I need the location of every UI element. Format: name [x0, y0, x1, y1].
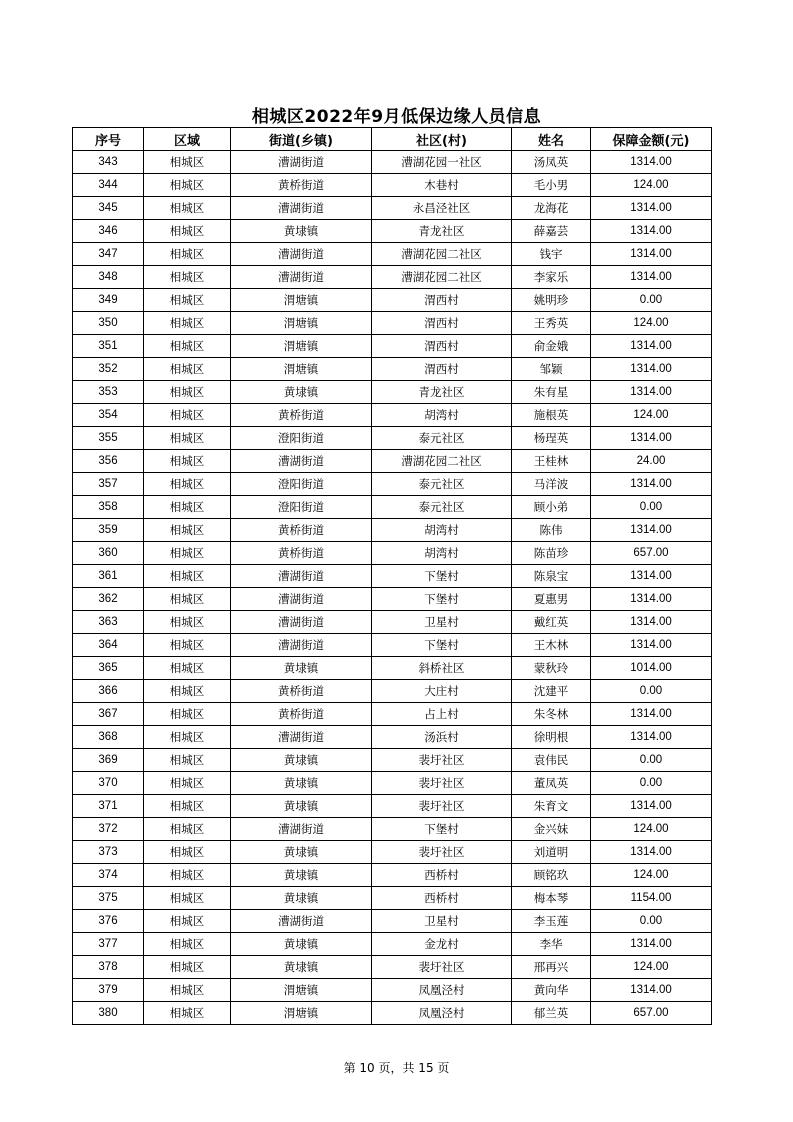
cell-amount: 124.00: [591, 174, 712, 197]
table-row: [73, 726, 712, 749]
cell-name: 陈伟: [512, 519, 591, 542]
cell-street: 黄桥街道: [231, 174, 372, 197]
column-header-region: 区域: [144, 128, 231, 151]
cell-name: 沈建平: [512, 680, 591, 703]
cell-index: 361: [73, 565, 144, 588]
cell-index: 378: [73, 956, 144, 979]
cell-region: 相城区: [144, 772, 231, 795]
cell-name: 汤凤英: [512, 151, 591, 174]
cell-index: 366: [73, 680, 144, 703]
cell-street: 黄埭镇: [231, 749, 372, 772]
cell-community: 漕湖花园二社区: [372, 450, 512, 473]
cell-community: 泰元社区: [372, 473, 512, 496]
cell-amount: 1314.00: [591, 427, 712, 450]
cell-community: 漕湖花园一社区: [372, 151, 512, 174]
table-header-row: [73, 128, 712, 151]
cell-region: 相城区: [144, 404, 231, 427]
cell-community: 占上村: [372, 703, 512, 726]
cell-community: 凤凰泾村: [372, 1002, 512, 1025]
cell-amount: 657.00: [591, 542, 712, 565]
table-row: [73, 473, 712, 496]
cell-street: 黄埭镇: [231, 933, 372, 956]
cell-amount: 1314.00: [591, 565, 712, 588]
cell-region: 相城区: [144, 795, 231, 818]
cell-name: 钱宇: [512, 243, 591, 266]
cell-region: 相城区: [144, 1002, 231, 1025]
cell-name: 蒙秋玲: [512, 657, 591, 680]
cell-amount: 1314.00: [591, 243, 712, 266]
cell-community: 下堡村: [372, 565, 512, 588]
cell-region: 相城区: [144, 703, 231, 726]
cell-community: 渭西村: [372, 358, 512, 381]
cell-street: 渭塘镇: [231, 1002, 372, 1025]
cell-index: 368: [73, 726, 144, 749]
table-row: [73, 243, 712, 266]
cell-amount: 1314.00: [591, 381, 712, 404]
cell-name: 邢再兴: [512, 956, 591, 979]
cell-street: 漕湖街道: [231, 634, 372, 657]
cell-region: 相城区: [144, 243, 231, 266]
cell-amount: 24.00: [591, 450, 712, 473]
cell-name: 李玉莲: [512, 910, 591, 933]
cell-amount: 0.00: [591, 680, 712, 703]
cell-name: 朱有星: [512, 381, 591, 404]
column-header-index: 序号: [73, 128, 144, 151]
cell-community: 泰元社区: [372, 496, 512, 519]
cell-name: 梅本琴: [512, 887, 591, 910]
table-row: [73, 749, 712, 772]
cell-street: 黄埭镇: [231, 887, 372, 910]
cell-name: 董凤英: [512, 772, 591, 795]
table-row: [73, 312, 712, 335]
column-header-amount: 保障金额(元): [591, 128, 712, 151]
cell-street: 漕湖街道: [231, 266, 372, 289]
cell-street: 黄埭镇: [231, 864, 372, 887]
cell-index: 360: [73, 542, 144, 565]
table-row: [73, 220, 712, 243]
cell-street: 渭塘镇: [231, 289, 372, 312]
cell-name: 邹颖: [512, 358, 591, 381]
cell-index: 351: [73, 335, 144, 358]
table-row: [73, 335, 712, 358]
cell-community: 渭西村: [372, 335, 512, 358]
cell-region: 相城区: [144, 496, 231, 519]
cell-region: 相城区: [144, 979, 231, 1002]
cell-name: 陈泉宝: [512, 565, 591, 588]
table-row: [73, 427, 712, 450]
cell-name: 龙海花: [512, 197, 591, 220]
cell-region: 相城区: [144, 381, 231, 404]
table-row: [73, 703, 712, 726]
cell-name: 李华: [512, 933, 591, 956]
table-row: [73, 450, 712, 473]
cell-community: 胡湾村: [372, 519, 512, 542]
cell-name: 徐明根: [512, 726, 591, 749]
cell-index: 344: [73, 174, 144, 197]
cell-amount: 1314.00: [591, 795, 712, 818]
cell-amount: 1314.00: [591, 473, 712, 496]
cell-name: 王桂林: [512, 450, 591, 473]
cell-community: 西桥村: [372, 864, 512, 887]
cell-region: 相城区: [144, 289, 231, 312]
cell-index: 362: [73, 588, 144, 611]
cell-index: 380: [73, 1002, 144, 1025]
column-header-community: 社区(村): [372, 128, 512, 151]
cell-amount: 1314.00: [591, 726, 712, 749]
cell-region: 相城区: [144, 749, 231, 772]
cell-name: 王木林: [512, 634, 591, 657]
cell-name: 毛小男: [512, 174, 591, 197]
cell-amount: 1314.00: [591, 151, 712, 174]
cell-amount: 1314.00: [591, 220, 712, 243]
cell-name: 王秀英: [512, 312, 591, 335]
table-row: [73, 933, 712, 956]
cell-community: 裴圩社区: [372, 772, 512, 795]
cell-region: 相城区: [144, 956, 231, 979]
cell-index: 348: [73, 266, 144, 289]
cell-community: 胡湾村: [372, 404, 512, 427]
cell-name: 黄向华: [512, 979, 591, 1002]
cell-amount: 0.00: [591, 749, 712, 772]
table-row: [73, 634, 712, 657]
cell-community: 卫星村: [372, 611, 512, 634]
table-row: [73, 565, 712, 588]
cell-amount: 0.00: [591, 496, 712, 519]
cell-index: 357: [73, 473, 144, 496]
table-row: [73, 151, 712, 174]
cell-amount: 124.00: [591, 404, 712, 427]
cell-community: 下堡村: [372, 634, 512, 657]
cell-index: 355: [73, 427, 144, 450]
cell-amount: 1314.00: [591, 266, 712, 289]
table-row: [73, 818, 712, 841]
cell-name: 杨珵英: [512, 427, 591, 450]
cell-index: 371: [73, 795, 144, 818]
cell-region: 相城区: [144, 312, 231, 335]
cell-amount: 657.00: [591, 1002, 712, 1025]
table-row: [73, 174, 712, 197]
cell-street: 黄桥街道: [231, 542, 372, 565]
cell-region: 相城区: [144, 933, 231, 956]
cell-region: 相城区: [144, 220, 231, 243]
cell-amount: 1314.00: [591, 634, 712, 657]
cell-street: 澄阳街道: [231, 427, 372, 450]
cell-community: 渭西村: [372, 289, 512, 312]
cell-index: 379: [73, 979, 144, 1002]
table-row: [73, 772, 712, 795]
cell-index: 350: [73, 312, 144, 335]
cell-region: 相城区: [144, 450, 231, 473]
cell-index: 349: [73, 289, 144, 312]
cell-community: 青龙社区: [372, 381, 512, 404]
cell-amount: 1314.00: [591, 611, 712, 634]
table-row: [73, 795, 712, 818]
cell-index: 367: [73, 703, 144, 726]
cell-amount: 1014.00: [591, 657, 712, 680]
cell-street: 漕湖街道: [231, 450, 372, 473]
cell-amount: 1314.00: [591, 588, 712, 611]
cell-index: 343: [73, 151, 144, 174]
cell-amount: 1314.00: [591, 979, 712, 1002]
cell-index: 359: [73, 519, 144, 542]
cell-community: 凤凰泾村: [372, 979, 512, 1002]
table-row: [73, 657, 712, 680]
cell-community: 渭西村: [372, 312, 512, 335]
cell-index: 345: [73, 197, 144, 220]
table-row: [73, 404, 712, 427]
cell-community: 西桥村: [372, 887, 512, 910]
cell-community: 裴圩社区: [372, 749, 512, 772]
cell-street: 黄埭镇: [231, 772, 372, 795]
cell-index: 374: [73, 864, 144, 887]
cell-region: 相城区: [144, 427, 231, 450]
cell-amount: 1314.00: [591, 841, 712, 864]
table-row: [73, 289, 712, 312]
table-row: [73, 864, 712, 887]
cell-index: 353: [73, 381, 144, 404]
cell-region: 相城区: [144, 473, 231, 496]
cell-name: 戴红英: [512, 611, 591, 634]
cell-community: 胡湾村: [372, 542, 512, 565]
cell-region: 相城区: [144, 358, 231, 381]
cell-street: 渭塘镇: [231, 358, 372, 381]
cell-name: 朱育文: [512, 795, 591, 818]
cell-region: 相城区: [144, 818, 231, 841]
cell-index: 356: [73, 450, 144, 473]
cell-street: 漕湖街道: [231, 910, 372, 933]
cell-name: 刘道明: [512, 841, 591, 864]
cell-amount: 0.00: [591, 772, 712, 795]
cell-name: 袁伟民: [512, 749, 591, 772]
cell-community: 青龙社区: [372, 220, 512, 243]
cell-index: 364: [73, 634, 144, 657]
cell-index: 375: [73, 887, 144, 910]
cell-name: 俞金娥: [512, 335, 591, 358]
cell-community: 裴圩社区: [372, 841, 512, 864]
cell-amount: 1314.00: [591, 335, 712, 358]
cell-name: 顾铭玖: [512, 864, 591, 887]
cell-community: 汤浜村: [372, 726, 512, 749]
cell-name: 顾小弟: [512, 496, 591, 519]
cell-street: 渭塘镇: [231, 335, 372, 358]
cell-name: 金兴妹: [512, 818, 591, 841]
cell-region: 相城区: [144, 680, 231, 703]
cell-community: 漕湖花园二社区: [372, 266, 512, 289]
cell-amount: 124.00: [591, 956, 712, 979]
cell-street: 漕湖街道: [231, 197, 372, 220]
cell-community: 木巷村: [372, 174, 512, 197]
cell-region: 相城区: [144, 841, 231, 864]
cell-name: 夏惠男: [512, 588, 591, 611]
cell-community: 漕湖花园二社区: [372, 243, 512, 266]
cell-index: 377: [73, 933, 144, 956]
cell-street: 漕湖街道: [231, 611, 372, 634]
data-table: [72, 127, 712, 1025]
table-row: [73, 358, 712, 381]
cell-amount: 1314.00: [591, 519, 712, 542]
table-row: [73, 519, 712, 542]
cell-region: 相城区: [144, 887, 231, 910]
cell-amount: 124.00: [591, 864, 712, 887]
cell-index: 352: [73, 358, 144, 381]
cell-amount: 124.00: [591, 312, 712, 335]
page-title: 相城区2022年9月低保边缘人员信息: [251, 107, 542, 127]
cell-name: 李家乐: [512, 266, 591, 289]
cell-amount: 0.00: [591, 910, 712, 933]
table-row: [73, 956, 712, 979]
cell-region: 相城区: [144, 174, 231, 197]
cell-street: 漕湖街道: [231, 151, 372, 174]
cell-street: 漕湖街道: [231, 565, 372, 588]
cell-index: 346: [73, 220, 144, 243]
cell-community: 裴圩社区: [372, 795, 512, 818]
cell-index: 363: [73, 611, 144, 634]
cell-community: 卫星村: [372, 910, 512, 933]
table-row: [73, 910, 712, 933]
table-row: [73, 266, 712, 289]
cell-community: 泰元社区: [372, 427, 512, 450]
cell-index: 347: [73, 243, 144, 266]
cell-amount: 1314.00: [591, 933, 712, 956]
cell-name: 朱冬林: [512, 703, 591, 726]
cell-index: 370: [73, 772, 144, 795]
cell-index: 365: [73, 657, 144, 680]
column-header-street: 街道(乡镇): [231, 128, 372, 151]
table-row: [73, 1002, 712, 1025]
cell-amount: 1314.00: [591, 358, 712, 381]
cell-region: 相城区: [144, 266, 231, 289]
cell-name: 陈苗珍: [512, 542, 591, 565]
cell-name: 姚明珍: [512, 289, 591, 312]
cell-name: 马洋波: [512, 473, 591, 496]
table-row: [73, 841, 712, 864]
cell-region: 相城区: [144, 657, 231, 680]
cell-street: 漕湖街道: [231, 588, 372, 611]
cell-community: 下堡村: [372, 818, 512, 841]
cell-street: 澄阳街道: [231, 473, 372, 496]
cell-street: 黄埭镇: [231, 657, 372, 680]
cell-region: 相城区: [144, 542, 231, 565]
cell-street: 黄桥街道: [231, 703, 372, 726]
table-row: [73, 542, 712, 565]
cell-region: 相城区: [144, 726, 231, 749]
cell-index: 358: [73, 496, 144, 519]
cell-region: 相城区: [144, 335, 231, 358]
table-row: [73, 611, 712, 634]
cell-street: 黄桥街道: [231, 680, 372, 703]
cell-community: 金龙村: [372, 933, 512, 956]
table-body: [73, 151, 712, 1025]
cell-region: 相城区: [144, 519, 231, 542]
cell-street: 黄埭镇: [231, 841, 372, 864]
cell-amount: 124.00: [591, 818, 712, 841]
cell-community: 下堡村: [372, 588, 512, 611]
column-header-name: 姓名: [512, 128, 591, 151]
page-footer: 第 10 页，共 15 页: [343, 1061, 450, 1075]
cell-street: 黄埭镇: [231, 956, 372, 979]
cell-name: 施根英: [512, 404, 591, 427]
cell-name: 郁兰英: [512, 1002, 591, 1025]
cell-community: 斜桥社区: [372, 657, 512, 680]
cell-street: 黄桥街道: [231, 519, 372, 542]
cell-street: 黄埭镇: [231, 381, 372, 404]
cell-street: 澄阳街道: [231, 496, 372, 519]
cell-region: 相城区: [144, 611, 231, 634]
cell-amount: 1314.00: [591, 703, 712, 726]
table-row: [73, 588, 712, 611]
cell-community: 大庄村: [372, 680, 512, 703]
cell-region: 相城区: [144, 910, 231, 933]
cell-region: 相城区: [144, 151, 231, 174]
cell-index: 372: [73, 818, 144, 841]
cell-street: 渭塘镇: [231, 979, 372, 1002]
cell-region: 相城区: [144, 197, 231, 220]
cell-street: 漕湖街道: [231, 818, 372, 841]
cell-region: 相城区: [144, 565, 231, 588]
cell-region: 相城区: [144, 864, 231, 887]
cell-community: 永昌泾社区: [372, 197, 512, 220]
cell-index: 354: [73, 404, 144, 427]
cell-community: 裴圩社区: [372, 956, 512, 979]
cell-index: 373: [73, 841, 144, 864]
cell-street: 黄埭镇: [231, 220, 372, 243]
cell-amount: 1154.00: [591, 887, 712, 910]
table-row: [73, 887, 712, 910]
cell-street: 渭塘镇: [231, 312, 372, 335]
cell-region: 相城区: [144, 588, 231, 611]
table-row: [73, 496, 712, 519]
cell-name: 薛嘉芸: [512, 220, 591, 243]
cell-index: 376: [73, 910, 144, 933]
cell-amount: 1314.00: [591, 197, 712, 220]
table-row: [73, 197, 712, 220]
cell-street: 黄桥街道: [231, 404, 372, 427]
table-row: [73, 680, 712, 703]
cell-region: 相城区: [144, 634, 231, 657]
cell-amount: 0.00: [591, 289, 712, 312]
cell-street: 漕湖街道: [231, 726, 372, 749]
table-row: [73, 381, 712, 404]
cell-street: 黄埭镇: [231, 795, 372, 818]
table-row: [73, 979, 712, 1002]
cell-street: 漕湖街道: [231, 243, 372, 266]
cell-index: 369: [73, 749, 144, 772]
